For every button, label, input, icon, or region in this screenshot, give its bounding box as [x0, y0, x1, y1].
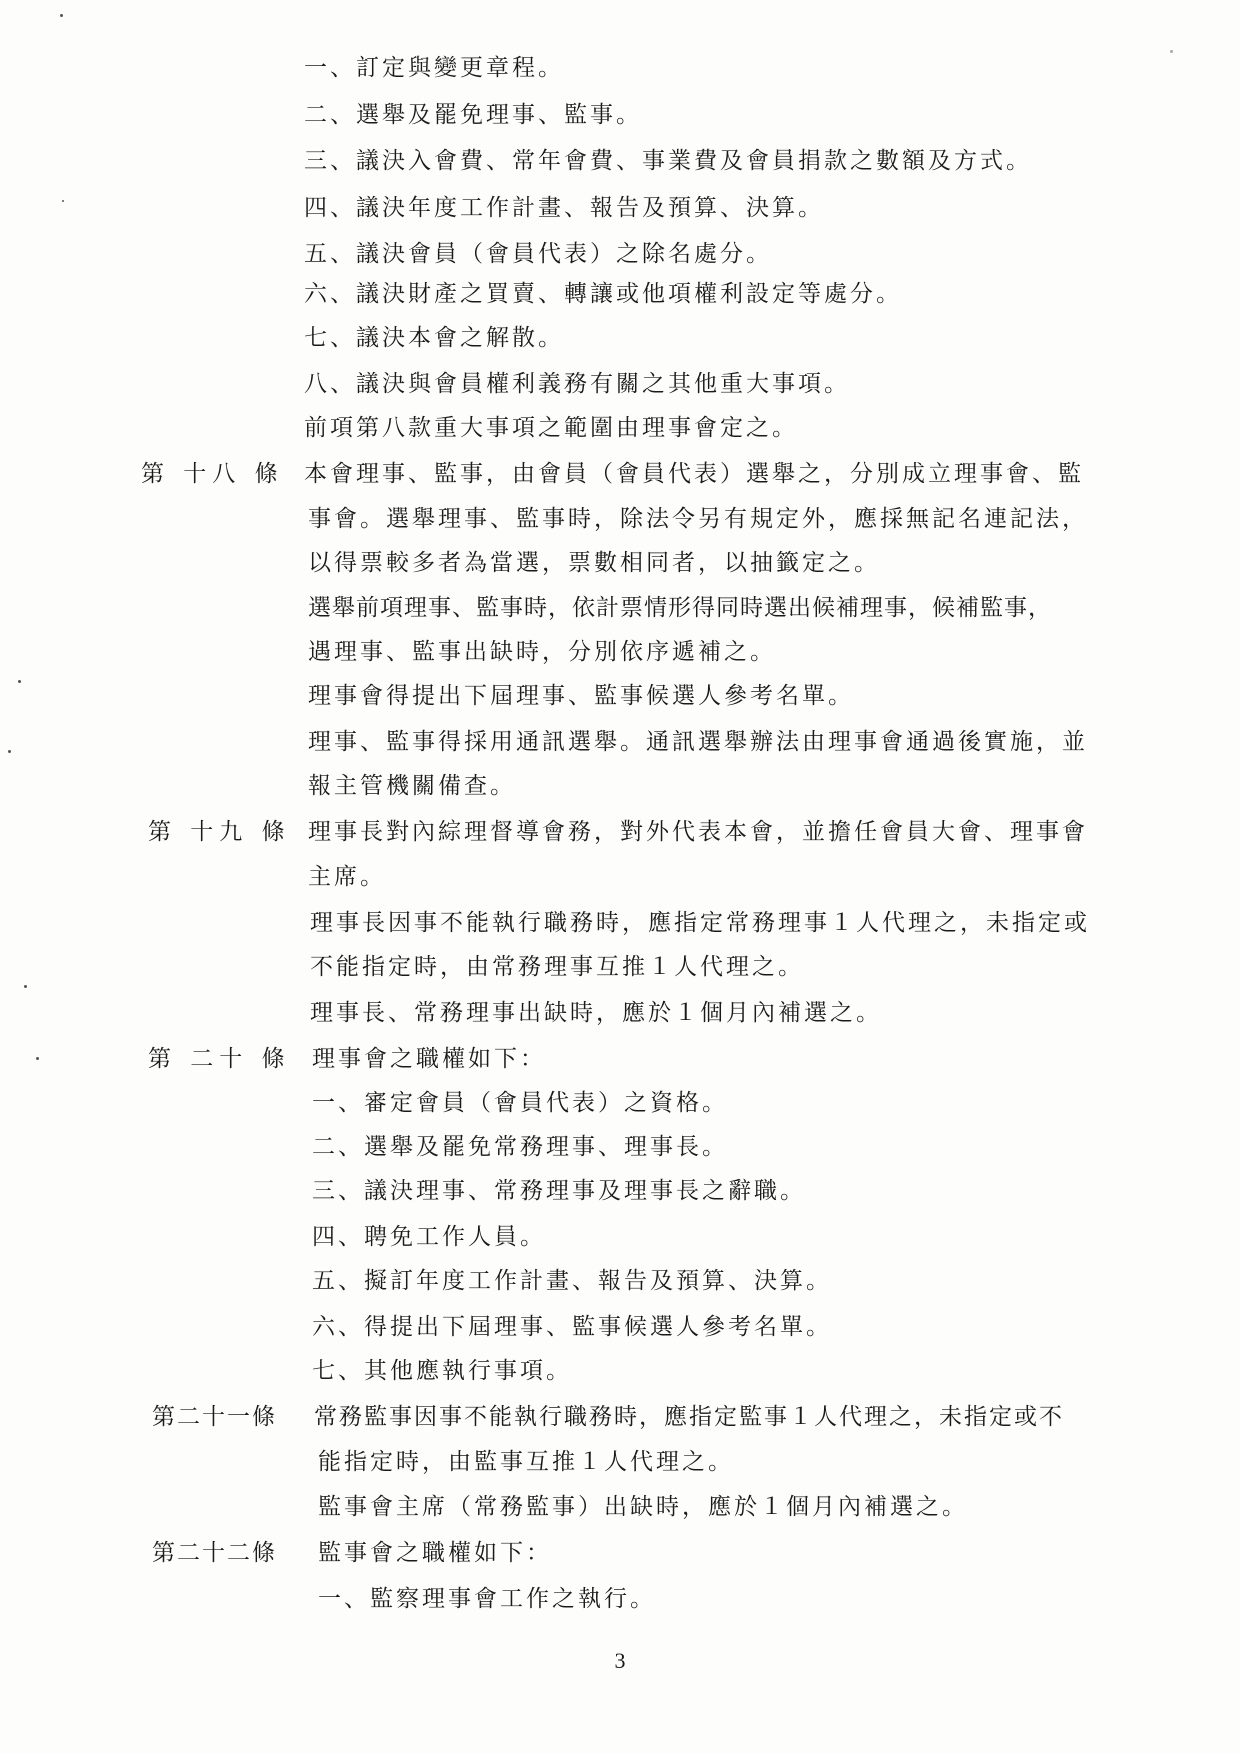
paragraph-line: 本會理事、監事，由會員（會員代表）選舉之，分別成立理事會、監 — [304, 461, 1084, 487]
paragraph-line: 能指定時，由監事互推１人代理之。 — [318, 1449, 734, 1475]
paragraph-line: 報主管機關備查。 — [308, 773, 516, 799]
list-item: 三、議決入會費、常年會費、事業費及會員捐款之數額及方式。 — [304, 148, 1032, 174]
paragraph-line: 以得票較多者為當選，票數相同者，以抽籤定之。 — [308, 550, 880, 576]
paragraph-line: 主席。 — [308, 864, 386, 890]
scan-speck — [36, 1057, 39, 1060]
scan-speck — [8, 750, 11, 753]
paragraph-line: 理事、監事得採用通訊選舉。通訊選舉辦法由理事會通過後實施，並 — [308, 729, 1088, 755]
list-item: 一、審定會員（會員代表）之資格。 — [312, 1090, 728, 1116]
article-number: 第二十一條 — [152, 1404, 277, 1430]
paragraph-line: 前項第八款重大事項之範圍由理事會定之。 — [304, 415, 798, 441]
article-number: 第 十八 條 — [141, 461, 284, 487]
list-item: 五、議決會員（會員代表）之除名處分。 — [304, 241, 772, 267]
article-number: 第 十九 條 — [148, 819, 291, 845]
list-item: 七、其他應執行事項。 — [312, 1358, 572, 1384]
list-item: 六、議決財產之買賣、轉讓或他項權利設定等處分。 — [304, 281, 902, 307]
list-item: 八、議決與會員權利義務有關之其他重大事項。 — [304, 371, 850, 397]
article-number: 第二十二條 — [152, 1540, 277, 1566]
list-item: 四、聘免工作人員。 — [312, 1224, 546, 1250]
paragraph-line: 理事長對內綜理督導會務，對外代表本會，並擔任會員大會、理事會 — [308, 819, 1088, 845]
list-item: 一、監察理事會工作之執行。 — [318, 1586, 656, 1612]
paragraph-line: 選舉前項理事、監事時，依計票情形得同時選出候補理事，候補監事， — [308, 595, 1052, 621]
scan-speck — [60, 14, 63, 17]
list-item: 七、議決本會之解散。 — [304, 325, 564, 351]
scan-speck — [24, 985, 27, 988]
paragraph-line: 理事會之職權如下： — [312, 1046, 546, 1072]
paragraph-line: 不能指定時，由常務理事互推１人代理之。 — [310, 954, 804, 980]
paragraph-line: 理事長因事不能執行職務時，應指定常務理事１人代理之，未指定或 — [310, 910, 1090, 936]
paragraph-line: 理事長、常務理事出缺時，應於１個月內補選之。 — [310, 1000, 882, 1026]
page-number: 3 — [614, 1648, 626, 1673]
article-number: 第 二十 條 — [148, 1046, 291, 1072]
scan-speck — [62, 200, 64, 202]
list-item: 二、選舉及罷免常務理事、理事長。 — [312, 1134, 728, 1160]
paragraph-line: 監事會主席（常務監事）出缺時，應於１個月內補選之。 — [318, 1494, 968, 1520]
paragraph-line: 事會。選舉理事、監事時，除法令另有規定外，應採無記名連記法， — [308, 506, 1088, 532]
paragraph-line: 理事會得提出下屆理事、監事候選人參考名單。 — [308, 683, 854, 709]
list-item: 一、訂定與變更章程。 — [304, 55, 564, 81]
paragraph-line: 常務監事因事不能執行職務時，應指定監事１人代理之，未指定或不 — [314, 1404, 1064, 1430]
paragraph-line: 遇理事、監事出缺時，分別依序遞補之。 — [308, 639, 776, 665]
list-item: 五、擬訂年度工作計畫、報告及預算、決算。 — [312, 1268, 832, 1294]
paragraph-line: 監事會之職權如下： — [318, 1540, 552, 1566]
list-item: 二、選舉及罷免理事、監事。 — [304, 102, 642, 128]
scan-speck — [18, 680, 21, 683]
scan-speck — [1170, 50, 1173, 53]
list-item: 六、得提出下屆理事、監事候選人參考名單。 — [312, 1314, 832, 1340]
list-item: 四、議決年度工作計畫、報告及預算、決算。 — [304, 195, 824, 221]
list-item: 三、議決理事、常務理事及理事長之辭職。 — [312, 1178, 806, 1204]
